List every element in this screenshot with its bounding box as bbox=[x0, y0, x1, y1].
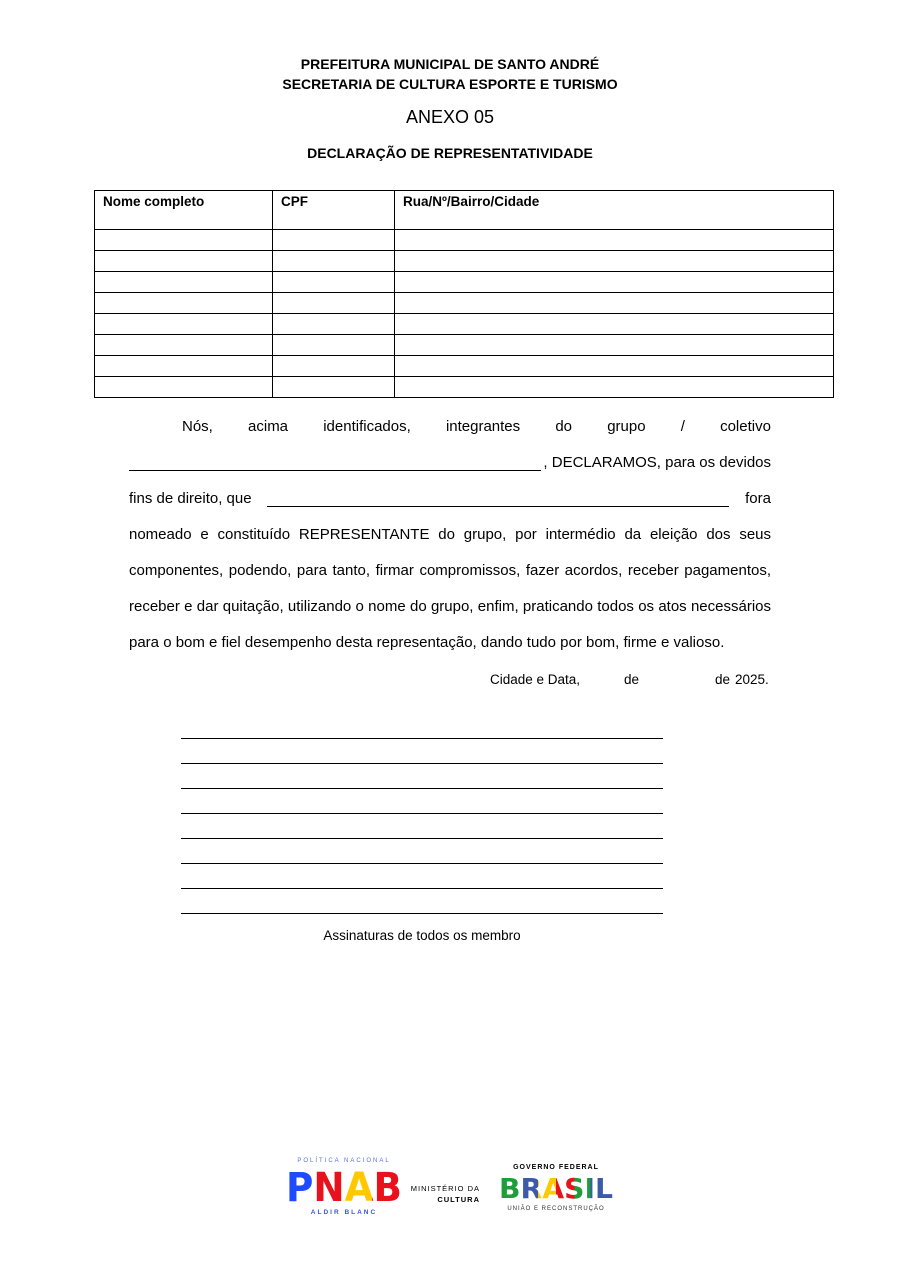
signature-line[interactable] bbox=[181, 788, 663, 789]
header-line-1: PREFEITURA MUNICIPAL DE SANTO ANDRÉ bbox=[300, 56, 600, 72]
column-header-cpf: CPF bbox=[273, 191, 395, 230]
paragraph-line-2 bbox=[129, 454, 771, 471]
brasil-word: BRASIL bbox=[499, 1172, 614, 1201]
paragraph-line-6: receber e dar quitação, utilizando o nome do grupo, enfim, praticando todos os atos necessários bbox=[129, 598, 771, 615]
table-row bbox=[95, 251, 834, 272]
paragraph-line-7: para o bom e fiel desempenho desta representação, dando tudo por bom, firme e valioso. bbox=[129, 634, 725, 651]
table-row bbox=[95, 272, 834, 293]
word: Nós, bbox=[182, 418, 213, 435]
ministry-logo bbox=[402, 1183, 480, 1205]
table-cell[interactable] bbox=[395, 335, 834, 356]
paragraph-line-5: componentes, podendo, para tanto, firmar compromissos, fazer acordos, receber pagamentos, bbox=[129, 562, 771, 579]
table-cell[interactable] bbox=[273, 356, 395, 377]
annex-title: ANEXO 05 bbox=[405, 107, 495, 127]
text: fora bbox=[745, 490, 771, 507]
word: do bbox=[555, 418, 573, 435]
table-cell[interactable] bbox=[95, 356, 273, 377]
culture-text: CULTURA bbox=[437, 1195, 480, 1204]
table-cell[interactable] bbox=[95, 272, 273, 293]
table-cell[interactable] bbox=[95, 314, 273, 335]
word: identificados, bbox=[323, 418, 411, 435]
word: / bbox=[680, 418, 685, 435]
signature-line[interactable] bbox=[181, 738, 663, 739]
pnab-logo bbox=[284, 1158, 404, 1224]
signature-line[interactable] bbox=[181, 888, 663, 889]
table-cell[interactable] bbox=[395, 230, 834, 251]
date-de-2: de bbox=[715, 672, 731, 687]
date-label: Cidade e Data, bbox=[490, 672, 581, 687]
signature-line[interactable] bbox=[181, 863, 663, 864]
ministry-text: MINISTÉRIO DA bbox=[410, 1184, 480, 1193]
table-cell[interactable] bbox=[95, 251, 273, 272]
table-row bbox=[95, 335, 834, 356]
table-cell[interactable] bbox=[95, 335, 273, 356]
pnab-logo-mark bbox=[284, 1164, 404, 1204]
brasil-logo-mark bbox=[497, 1171, 615, 1201]
representative-name-blank[interactable] bbox=[267, 492, 729, 507]
pnab-word: PNAB bbox=[286, 1165, 402, 1204]
table-row bbox=[95, 356, 834, 377]
signature-line[interactable] bbox=[181, 813, 663, 814]
word: coletivo bbox=[720, 418, 771, 435]
table-cell[interactable] bbox=[273, 251, 395, 272]
signature-line[interactable] bbox=[181, 838, 663, 839]
table-cell[interactable] bbox=[395, 377, 834, 398]
text: , DECLARAMOS, para os devidos bbox=[543, 454, 771, 471]
table-cell[interactable] bbox=[273, 335, 395, 356]
date-year: 2025. bbox=[735, 672, 769, 687]
column-header-name: Nome completo bbox=[95, 191, 273, 230]
table-cell[interactable] bbox=[273, 293, 395, 314]
column-header-address: Rua/Nº/Bairro/Cidade bbox=[395, 191, 834, 230]
table-cell[interactable] bbox=[395, 293, 834, 314]
table-row bbox=[95, 314, 834, 335]
members-table bbox=[94, 190, 834, 398]
signature-line[interactable] bbox=[181, 763, 663, 764]
word: grupo bbox=[607, 418, 646, 435]
gov-bottom-text: UNIÃO E RECONSTRUÇÃO bbox=[507, 1206, 605, 1212]
table-cell[interactable] bbox=[273, 272, 395, 293]
signatures-caption: Assinaturas de todos os membro bbox=[323, 928, 521, 943]
table-cell[interactable] bbox=[95, 230, 273, 251]
table-header-row bbox=[95, 191, 834, 230]
table-cell[interactable] bbox=[273, 230, 395, 251]
table-cell[interactable] bbox=[273, 377, 395, 398]
group-name-blank[interactable] bbox=[129, 456, 541, 471]
gov-top-text: GOVERNO FEDERAL bbox=[513, 1164, 599, 1171]
table-cell[interactable] bbox=[95, 377, 273, 398]
table-row bbox=[95, 377, 834, 398]
table-cell[interactable] bbox=[395, 356, 834, 377]
table-cell[interactable] bbox=[273, 314, 395, 335]
pnab-bottom-text: ALDIR BLANC bbox=[310, 1209, 378, 1216]
paragraph-line-1 bbox=[182, 418, 771, 435]
paragraph-line-4: nomeado e constituído REPRESENTANTE do grupo, por intermédio da eleição dos seus bbox=[129, 526, 771, 543]
text: fins de direito, que bbox=[129, 490, 252, 507]
date-de-1: de bbox=[624, 672, 640, 687]
table-row bbox=[95, 293, 834, 314]
table-cell[interactable] bbox=[395, 272, 834, 293]
document-title: DECLARAÇÃO DE REPRESENTATIVIDADE bbox=[307, 145, 593, 161]
word: acima bbox=[248, 418, 289, 435]
table-cell[interactable] bbox=[395, 251, 834, 272]
header-line-2: SECRETARIA DE CULTURA ESPORTE E TURISMO bbox=[282, 76, 618, 92]
governo-federal-logo bbox=[497, 1164, 615, 1212]
table-row bbox=[95, 230, 834, 251]
word: integrantes bbox=[445, 418, 521, 435]
paragraph-line-3 bbox=[129, 490, 771, 507]
table-cell[interactable] bbox=[95, 293, 273, 314]
table-cell[interactable] bbox=[395, 314, 834, 335]
signature-line[interactable] bbox=[181, 913, 663, 914]
pnab-top-text: POLÍTICA NACIONAL bbox=[297, 1158, 391, 1164]
